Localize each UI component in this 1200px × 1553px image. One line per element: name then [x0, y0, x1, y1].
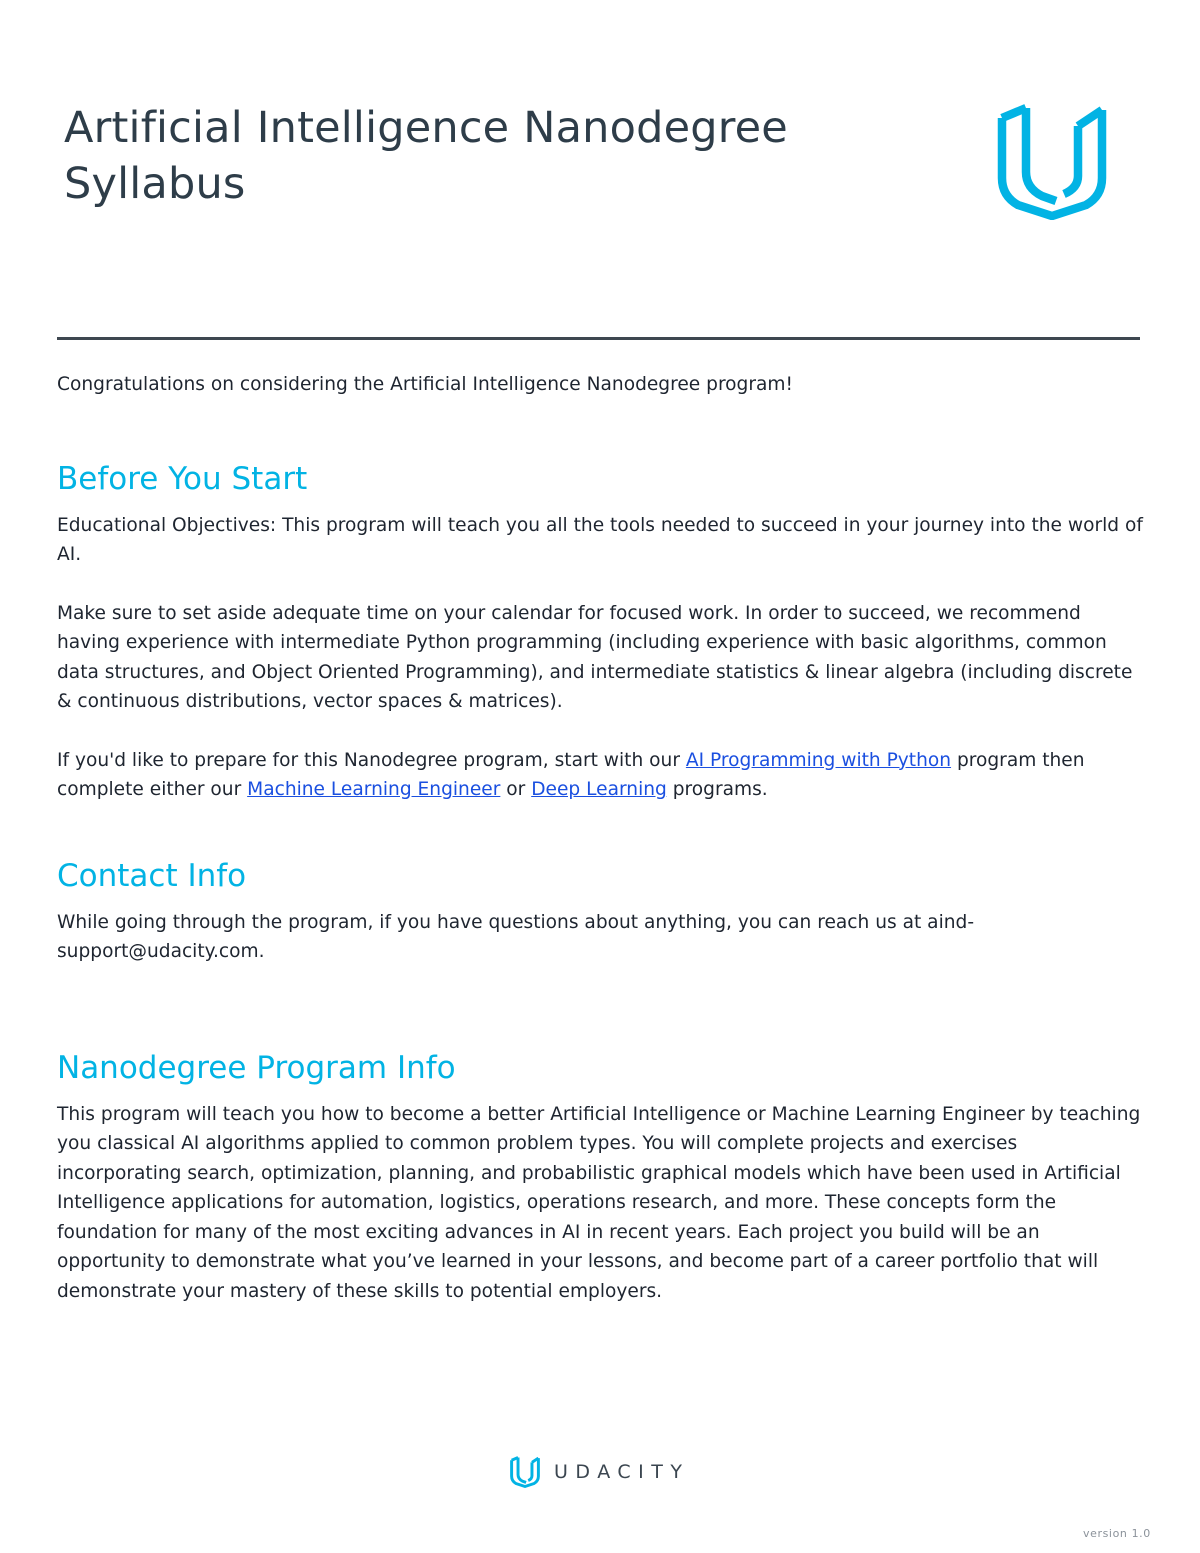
document-body	[57, 370, 1147, 1306]
before-you-start-heading: Before You Start	[57, 460, 308, 497]
contact-text: While going through the program, if you have questions about anything, you can reach us at aind-support@udacity.com.	[57, 911, 975, 962]
version-label: version 1.0	[1083, 1527, 1151, 1540]
udacity-logo-icon	[996, 104, 1108, 220]
title-line-2: Syllabus	[64, 159, 246, 209]
prepare-mid-1: program then complete either our	[57, 749, 1085, 800]
header-divider	[57, 337, 1140, 340]
footer-brand-name: UDACITY	[554, 1461, 690, 1483]
contact-info-heading: Contact Info	[57, 857, 247, 894]
program-info-heading: Nanodegree Program Info	[57, 1049, 456, 1086]
page-title	[64, 100, 944, 212]
prepare-text	[57, 746, 1147, 805]
prepare-suffix: programs.	[666, 779, 768, 800]
program-info-text: This program will teach you how to become a better Artificial Intelligence or Machine Learning Engineer by teaching you classical AI algorithms applied to common problem types. You will complete projects and exercises incorporating search, optimization, planning, and probabilistic graphical models which have been used in Artificial Intelligence applications for automation, logistics, operations research, and more. These concepts form the foundation for many of the most exciting advances in AI in recent years. Each project you build will be an opportunity to demonstrate what you’ve learned in your lessons, and become part of a career portfolio that will demonstrate your mastery of these skills to potential employers.	[57, 1103, 1141, 1302]
ml-engineer-link[interactable]: Machine Learning Engineer	[247, 779, 501, 800]
prepare-mid-2: or	[500, 779, 532, 800]
title-line-1: Artificial Intelligence Nanodegree	[64, 103, 788, 153]
prereqs-text: Make sure to set aside adequate time on your calendar for focused work. In order to succeed, we recommend having experience with intermediate Python programming (including experience with basic algorithms, common data structures, and Object Oriented Programming), and intermediate statistics & linear algebra (including discrete & continuous distributions, vector spaces & matrices).	[57, 602, 1133, 712]
prepare-prefix: If you'd like to prepare for this Nanodegree program, start with our	[57, 749, 686, 771]
ai-programming-link[interactable]: AI Programming with Python	[685, 749, 952, 771]
deep-learning-link[interactable]: Deep Learning	[531, 779, 667, 800]
intro-text: Congratulations on considering the Artificial Intelligence Nanodegree program!	[57, 374, 793, 395]
objectives-text: Educational Objectives: This program will teach you all the tools needed to succeed in your journey into the world of AI.	[57, 514, 1143, 565]
footer-brand	[510, 1456, 689, 1488]
footer-udacity-logo-icon	[510, 1456, 540, 1488]
